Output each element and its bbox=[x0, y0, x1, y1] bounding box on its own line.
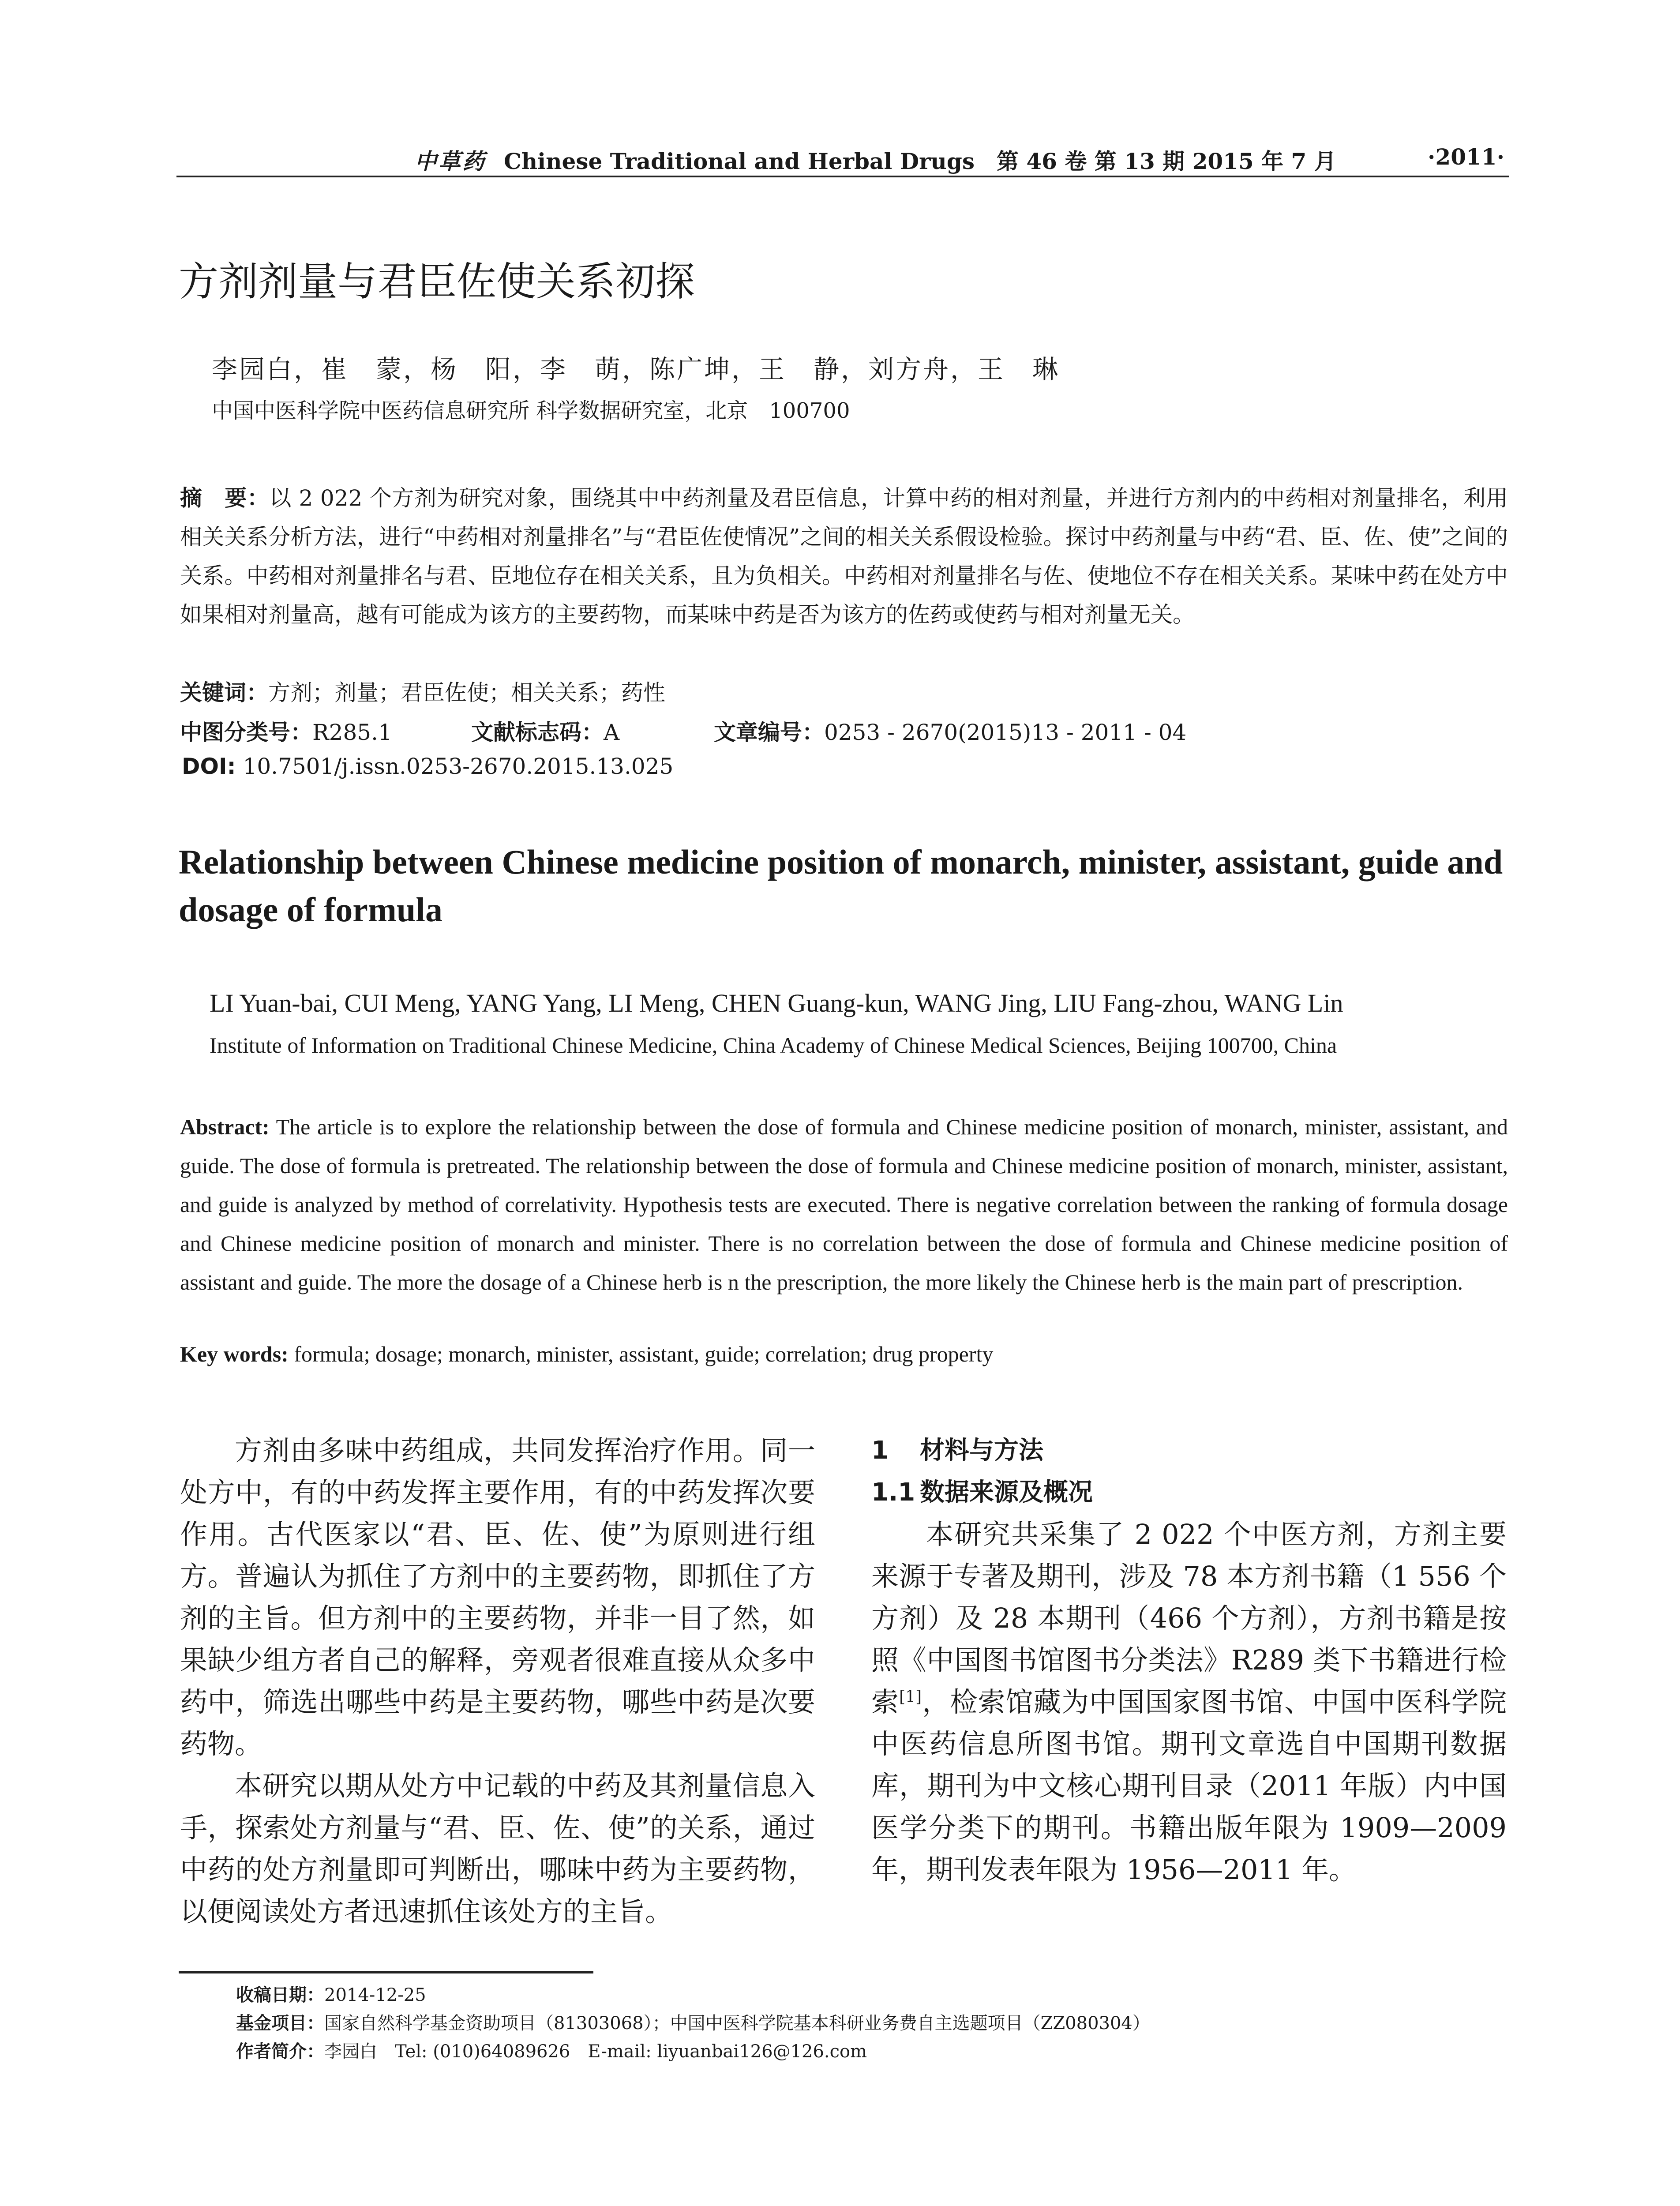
article-no-field bbox=[714, 715, 1186, 747]
clc-field bbox=[180, 715, 392, 747]
article-no-label: 文章编号： bbox=[714, 720, 824, 745]
author-label: 作者简介： bbox=[236, 2041, 324, 2062]
en-keywords-text: formula; dosage; monarch, minister, assistant, guide; correlation; drug property bbox=[294, 1342, 994, 1366]
section-number: 1 bbox=[871, 1436, 889, 1465]
section-title: 材料与方法 bbox=[920, 1436, 1043, 1465]
classification-row bbox=[180, 715, 1508, 750]
doi-value: 10.7501/j.issn.0253-2670.2015.13.025 bbox=[243, 754, 674, 779]
doc-code-value: A bbox=[604, 720, 620, 745]
subsection-title: 数据来源及概况 bbox=[920, 1478, 1093, 1507]
journal-issue: Chinese Traditional and Herbal Drugs 第 46 卷 第 13 期 2015 年 7 月 bbox=[504, 148, 1336, 174]
cn-abstract-label: 摘 要： bbox=[180, 485, 270, 511]
citation-ref[interactable]: [1] bbox=[899, 1688, 922, 1706]
doc-code-label: 文献标志码： bbox=[471, 720, 604, 745]
author-text: 李园白 Tel: (010)64089626 E-mail: liyuanbai126@126.com bbox=[324, 2041, 867, 2062]
fund-label: 基金项目： bbox=[236, 2013, 324, 2033]
clc-label: 中图分类号： bbox=[180, 720, 312, 745]
received-date: 2014-12-25 bbox=[324, 1985, 426, 2005]
footnote-divider bbox=[179, 1971, 593, 1973]
cn-keywords bbox=[180, 675, 665, 707]
received-label: 收稿日期： bbox=[236, 1985, 324, 2005]
body-right-column bbox=[871, 1429, 1507, 1891]
body-left-column bbox=[180, 1429, 815, 1932]
body-paragraph: 本研究以期从处方中记载的中药及其剂量信息入手，探索处方剂量与“君、臣、佐、使”的关系，通过中药的处方剂量即可判断出，哪味中药为主要药物，以便阅读处方者迅速抓住该处方的主旨。 bbox=[180, 1770, 815, 1928]
footnote-received bbox=[236, 1981, 1150, 2009]
running-header bbox=[176, 140, 1509, 177]
body-text: ，检索馆藏为中国国家图书馆、中国中医科学院中医药信息所图书馆。期刊文章选自中国期刊数据库，期刊为中文核心期刊目录（2011 年版）内中国医学分类下的期刊。书籍出版年限为 1909—2009 年，期刊发表年限为 1956—2011 年。 bbox=[871, 1686, 1507, 1886]
en-article-title: Relationship between Chinese medicine position of monarch, minister, assistant, guide and dosage of formula bbox=[179, 843, 1503, 929]
en-abstract-text: The article is to explore the relationship between the dose of formula and Chinese medicine position of monarch, minister, assistant, and guide. The dose of formula is pretreated. The relationship between the dose of formula and Chinese medicine position of monarch, minister, assistant, and guide is analyzed by method of correlativity. Hypothesis tests are executed. There is negative correlation between the ranking of formula dosage and Chinese medicine position of monarch and minister. There is no correlation between the dose of formula and Chinese medicine position of assistant and guide. The more the dosage of a Chinese herb is n the prescription, the more likely the Chinese herb is the main part of prescription. bbox=[180, 1114, 1508, 1294]
doc-code-field bbox=[471, 715, 619, 747]
doi bbox=[182, 754, 673, 779]
subsection-heading bbox=[871, 1471, 1507, 1513]
cn-article-title: 方剂剂量与君臣佐使关系初探 bbox=[179, 259, 695, 305]
cn-keywords-text: 方剂；剂量；君臣佐使；相关关系；药性 bbox=[268, 680, 665, 705]
fund-text: 国家自然科学基金资助项目（81303068）；中国中医科学院基本科研业务费自主选题项目（ZZ080304） bbox=[324, 2013, 1150, 2033]
doi-label: DOI: bbox=[182, 754, 236, 779]
body-paragraph: 方剂由多味中药组成，共同发挥治疗作用。同一处方中，有的中药发挥主要作用，有的中药发挥次要作用。古代医家以“君、臣、佐、使”为原则进行组方。普遍认为抓住了方剂中的主要药物，即抓住了方剂的主旨。但方剂中的主要药物，并非一目了然，如果缺少组方者自己的解释，旁观者很难直接从众多中药中，筛选出哪些中药是主要药物，哪些中药是次要药物。 bbox=[180, 1434, 815, 1760]
body-paragraph bbox=[871, 1513, 1507, 1891]
journal-cn-logo: 中草药 bbox=[415, 148, 486, 174]
footnotes bbox=[236, 1981, 1150, 2066]
section-heading bbox=[871, 1429, 1507, 1471]
footnote-author bbox=[236, 2037, 1150, 2066]
en-abstract-label: Abstract: bbox=[180, 1114, 270, 1139]
cn-abstract-text: 以 2 022 个方剂为研究对象，围绕其中中药剂量及君臣信息，计算中药的相对剂量，并进行方剂内的中药相对剂量排名，利用相关关系分析方法，进行“中药相对剂量排名”与“君臣佐使情况”之间的相关关系假设检验。探讨中药剂量与中药“君、臣、佐、使”之间的关系。中药相对剂量排名与君、臣地位存在相关关系，且为负相关。中药相对剂量排名与佐、使地位不存在相关关系。某味中药在处方中如果相对剂量高，越有可能成为该方的主要药物，而某味中药是否为该方的佐药或使药与相对剂量无关。 bbox=[180, 485, 1508, 627]
article-no-value: 0253 - 2670(2015)13 - 2011 - 04 bbox=[824, 720, 1187, 745]
cn-affiliation: 中国中医科学院中医药信息研究所 科学数据研究室，北京 100700 bbox=[212, 398, 850, 423]
en-keywords bbox=[180, 1341, 993, 1367]
cn-abstract bbox=[180, 479, 1508, 634]
page-number: ·2011· bbox=[1428, 144, 1504, 170]
clc-value: R285.1 bbox=[312, 720, 392, 745]
journal-info bbox=[415, 144, 1336, 176]
en-affiliation: Institute of Information on Traditional Chinese Medicine, China Academy of Chinese Medical Sciences, Beijing 100700, China bbox=[210, 1033, 1337, 1058]
body-text: 本研究共采集了 2 022 个中医方剂，方剂主要来源于专著及期刊，涉及 78 本方剂书籍（1 556 个方剂）及 28 本期刊（466 个方剂），方剂书籍是按照《中国图书馆图书分类法》R289 类下书籍进行检索 bbox=[871, 1518, 1507, 1718]
cn-author-list: 李园白，崔 蒙，杨 阳，李 萌，陈广坤，王 静，刘方舟，王 琳 bbox=[212, 354, 1060, 384]
cn-keywords-label: 关键词： bbox=[180, 680, 268, 705]
subsection-number: 1.1 bbox=[871, 1478, 915, 1507]
en-author-list: LI Yuan-bai, CUI Meng, YANG Yang, LI Meng, CHEN Guang-kun, WANG Jing, LIU Fang-zhou, WANG Lin bbox=[210, 989, 1343, 1017]
footnote-fund bbox=[236, 2009, 1150, 2037]
en-keywords-label: Key words: bbox=[180, 1342, 289, 1366]
en-abstract bbox=[180, 1107, 1508, 1302]
